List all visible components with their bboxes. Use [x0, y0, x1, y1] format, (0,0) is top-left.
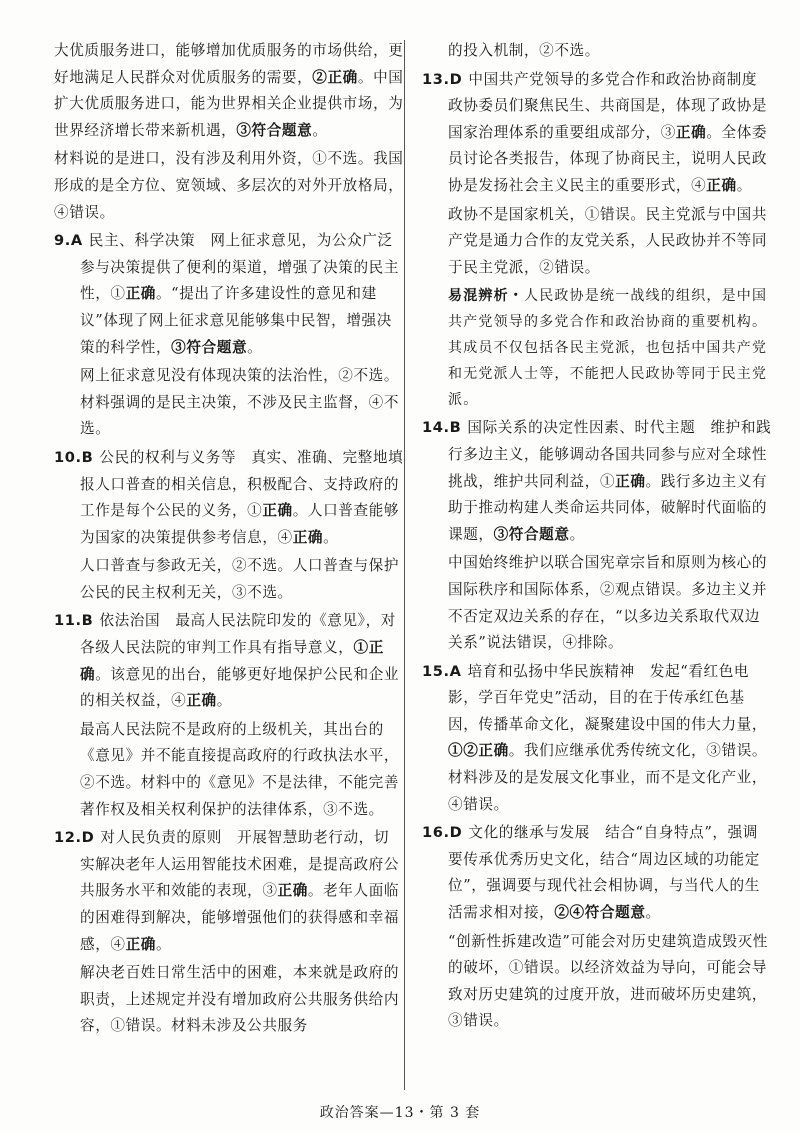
left-column: [54, 38, 404, 1042]
answer-10-number: 10.B: [54, 448, 94, 466]
answer-15: 15.A 培育和弘扬中华民族精神 发起“看红色电影，学百年党史”活动，目的在于传承红色基因，传播革命文化，凝聚建设中国的伟大力量，①②正确。我们应继承优秀传统文化，③错误。材料涉及的是发展文化事业，而不是文化产业，④错误。: [422, 662, 768, 813]
answer-16-note: “创新性拆建改造”可能会对历史建筑造成毁灭性的破坏，①错误。以经济效益为导向，可能会导致对历史建筑的过度开放，进而破坏历史建筑，③错误。: [448, 932, 768, 1030]
answer-11: 11.B 依法治国 最高人民法院印发的《意见》，对各级人民法院的审判工作具有指导意义，①正确。该意见的出台，能够更好地保护公民和企业的相关权益，④正确。: [54, 612, 400, 710]
answer-16: 16.D 文化的继承与发展 结合“自身特点”，强调要传承优秀历史文化，结合“周边区域的功能定位”，强调要与现代社会相协调，与当代人的生活需求相对接，②④符合题意。: [422, 824, 760, 922]
answer-12-number: 12.D: [54, 829, 95, 847]
answer-8-note: 材料说的是进口，没有涉及利用外资，①不选。我国形成的是全方位、宽领域、多层次的对外开放格局，④错误。: [54, 150, 404, 221]
answer-9-note: 网上征求意见没有体现决策的法治性，②不选。材料强调的是民主决策，不涉及民主监督，④不选。: [80, 367, 400, 438]
answer-12: 12.D 对人民负责的原则 开展智慧助老行动，切实解决老年人运用智能技术困难，是提高政府公共服务水平和效能的表现，③正确。老年人面临的困难得到解决，能够增强他们的获得感和幸福感，④正确。: [54, 829, 400, 953]
answer-9: 9.A 民主、科学决策 网上征求意见，为公众广泛参与决策提供了便利的渠道，增强了决策的民主性，①正确。“提出了许多建设性的意见和建议”体现了网上征求意见能够集中民智，增强决策的科学性，③符合题意。: [54, 232, 400, 356]
column-divider: [404, 40, 405, 1090]
answer-16-number: 16.D: [422, 824, 463, 842]
answer-13-note: 政协不是国家机关，①错误。民主党派与中国共产党是通力合作的友党关系，人民政协并不等同于民主党派，②错误。: [448, 205, 768, 276]
right-column: [422, 38, 772, 1037]
answer-11-number: 11.B: [54, 612, 94, 630]
answer-11-note: 最高人民法院不是政府的上级机关，其出台的《意见》并不能直接提高政府的行政执法水平，②不选。材料中的《意见》不是法律，不能完善著作权及相关权利保护的法律体系，③不选。: [80, 720, 400, 818]
answer-8-continued: 大优质服务进口，能够增加优质服务的市场供给，更好地满足人民群众对优质服务的需要，②正确。中国扩大优质服务进口，能为世界相关企业提供市场，为世界经济增长带来新机遇，③符合题意。: [54, 42, 404, 139]
answer-8-text: 大优质服务进口，能够增加优质服务的市场供给，更好地满足人民群众对优质服务的需要，: [54, 42, 404, 86]
answer-12-note: 解决老百姓日常生活中的困难，本来就是政府的职责，上述规定并没有增加政府公共服务供给内容，①错误。材料未涉及公共服务: [80, 964, 400, 1035]
answer-13: 13.D 中国共产党领导的多党合作和政治协商制度 政协委员们聚焦民生、共商国是，体现了政协是国家治理体系的重要组成部分，③正确。全体委员讨论各类报告，体现了协商民主，说明人民政协是发扬社会主义民主的重要形式，④正确。: [422, 70, 773, 194]
answer-10: 10.B 公民的权利与义务等 真实、准确、完整地填报人口普查的相关信息，积极配合、支持政府的工作是每个公民的义务，①正确。人口普查能够为国家的决策提供参考信息，④正确。: [54, 448, 404, 546]
answer-15-number: 15.A: [422, 662, 462, 680]
answer-14: 14.B 国际关系的决定性因素、时代主题 维护和践行多边主义，能够调动各国共同参与应对全球性挑战，维护共同利益，①正确。践行多边主义有助于推动构建人类命运共同体，破解时代面临的课题，③符合题意。: [422, 419, 772, 543]
answer-13-number: 13.D: [422, 70, 463, 88]
answer-8-text2: 。中国扩大优质服务进口，能为世界相关企业提供市场，为世界经济增长带来新机遇，: [54, 68, 404, 139]
answer-9-number: 9.A: [54, 232, 83, 250]
easy-confusion-text: 人民政协是统一战线的组织，是中国共产党领导的多党合作和政治协商的重要机构。其成员不仅包括各民主党派，也包括中国共产党和无党派人士等，不能把人民政协等同于民主党派。: [448, 288, 768, 409]
answer-8-verdict2: ③符合题意: [236, 121, 313, 139]
answer-12-continued: 的投入机制，②不选。: [448, 42, 600, 59]
answer-8-verdict: ②正确: [312, 68, 358, 86]
page-footer: 政治答案—13・第 3 套: [319, 1105, 481, 1121]
easy-confusion-label: 易混辨析・: [448, 288, 524, 305]
answer-10-note: 人口普查与参政无关，②不选。人口普查与保护公民的民主权利无关，③不选。: [80, 557, 400, 601]
answer-14-note: 中国始终维护以联合国宪章宗旨和原则为核心的国际秩序和国际体系，②观点错误。多边主义并不否定双边关系的存在，“以多边关系取代双边关系”说法错误，④排除。: [448, 554, 768, 652]
easy-confusion-analysis: [422, 283, 772, 413]
answer-14-number: 14.B: [422, 419, 462, 437]
